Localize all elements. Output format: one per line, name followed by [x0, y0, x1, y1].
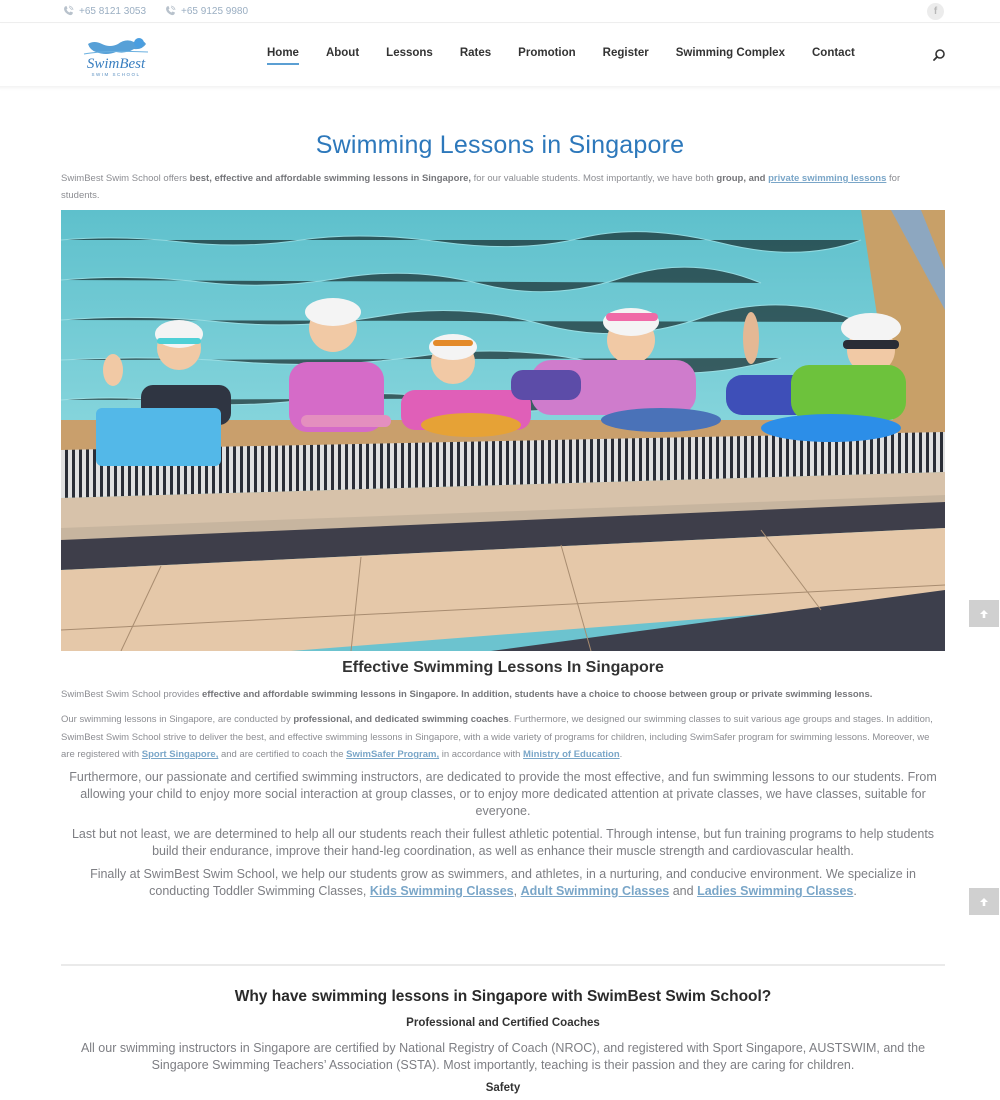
coaches-paragraph: All our swimming instructors in Singapore are certified by National Registry of Coach (NROC), and registered with Sport Singapore, AUSTSWIM, and the Singapore Swimming Teachers’ Association (SSTA). Most importantly, teaching is their passion and they are caring for children. — [80, 1041, 926, 1072]
private-lessons-link[interactable]: private swimming lessons — [768, 173, 887, 184]
header-shadow — [0, 86, 1000, 90]
nav-register[interactable]: Register — [602, 47, 649, 59]
site-header — [0, 24, 1000, 86]
arrow-up-icon — [979, 897, 989, 907]
swimsafer-program-link[interactable]: SwimSafer Program, — [346, 749, 440, 760]
site-logo[interactable] — [76, 32, 156, 78]
kids-swimming-classes-link[interactable]: Kids Swimming Classes — [369, 884, 514, 898]
nav-about[interactable]: About — [325, 47, 360, 59]
svg-text:SWIM SCHOOL: SWIM SCHOOL — [91, 72, 141, 77]
nav-home[interactable]: Home — [267, 47, 299, 59]
phone-number: +65 8121 3053 — [79, 5, 147, 17]
sport-singapore-link[interactable]: Sport Singapore, — [141, 749, 219, 760]
phone-number: +65 9125 9980 — [181, 5, 249, 17]
adult-swimming-classes-link[interactable]: Adult Swimming Classes — [520, 884, 670, 898]
nav-promotion[interactable]: Promotion — [518, 47, 576, 59]
main-nav — [267, 47, 882, 59]
nav-contact[interactable]: Contact — [811, 47, 855, 59]
subheading-safety: Safety — [485, 1082, 521, 1094]
scroll-to-top-button[interactable] — [969, 888, 999, 915]
ministry-of-education-link[interactable]: Ministry of Education — [523, 749, 620, 760]
nav-lessons[interactable]: Lessons — [386, 47, 433, 59]
contact-phones — [62, 5, 248, 17]
section1-paragraph-5: Finally at SwimBest Swim School, we help our students grow as swimmers, and athletes, in a nurturing, and conducive environment. We specialize in conducting Toddler Swimming Classes, Kids Swimming Classes, Adult Swimming Classes and Ladies Swimming Classes. — [90, 867, 916, 898]
arrow-up-icon — [979, 609, 989, 619]
nav-rates[interactable]: Rates — [459, 47, 492, 59]
phone-icon — [164, 5, 176, 17]
section1-paragraph-3: Furthermore, our passionate and certified swimming instructors, are dedicated to provide the most effective, and fun swimming lessons to our students. From allowing your child to enjoy more social interaction at group classes, or to enjoy more dedicated attention at private classes, we have classes, suitable for everyone. — [69, 770, 937, 818]
search-icon[interactable] — [932, 48, 946, 62]
section1-paragraph-2: Our swimming lessons in Singapore, are conducted by professional, and dedicated swimming coaches. Furthermore, we designed our swimming classes to suit various age groups and stages. In addition, SwimBest Swim School strive to deliver the best, and effective swimming lessons in Singapore, with a wide variety of programs for children, including SwimSafer program for swimming lessons. Moreover, we are registered with Sport Singapore, and are certified to coach the SwimSafer Program, in accordance with Ministry of Education. — [61, 714, 933, 760]
page-title: Swimming Lessons in Singapore — [315, 131, 685, 159]
section-divider — [61, 964, 945, 966]
swimmer-logo-icon — [76, 32, 156, 78]
section-heading-why: Why have swimming lessons in Singapore with SwimBest Swim School? — [234, 988, 772, 1005]
nav-swimming-complex[interactable]: Swimming Complex — [675, 47, 785, 59]
phone-icon — [62, 5, 74, 17]
top-bar — [0, 0, 1000, 23]
svg-text:SwimBest: SwimBest — [86, 56, 146, 72]
section1-paragraph-4: Last but not least, we are determined to help all our students reach their fullest athletic potential. Through intense, but fun training programs to help students build their endurance, improve their hand-leg coordination, as well as enhance their muscle strength and cardiovascular health. — [71, 827, 935, 858]
section-heading-effective: Effective Swimming Lessons In Singapore — [342, 659, 664, 676]
section1-paragraph-1: SwimBest Swim School provides effective and affordable swimming lessons in Singapore. In addition, students have a choice to choose between group or private swimming lessons. — [61, 689, 873, 700]
facebook-icon[interactable]: f — [927, 3, 944, 20]
phone-1[interactable] — [62, 5, 146, 17]
scroll-to-top-button[interactable] — [969, 600, 999, 627]
ladies-swimming-classes-link[interactable]: Ladies Swimming Classes — [697, 884, 854, 898]
phone-2[interactable] — [164, 5, 248, 17]
hero-photo — [61, 210, 945, 651]
intro-text: SwimBest Swim School offers best, effective and affordable swimming lessons in Singapore, for our valuable students. Most importantly, we have both group, and private swimming lessons for students. — [61, 173, 901, 201]
subheading-coaches: Professional and Certified Coaches — [406, 1017, 600, 1029]
